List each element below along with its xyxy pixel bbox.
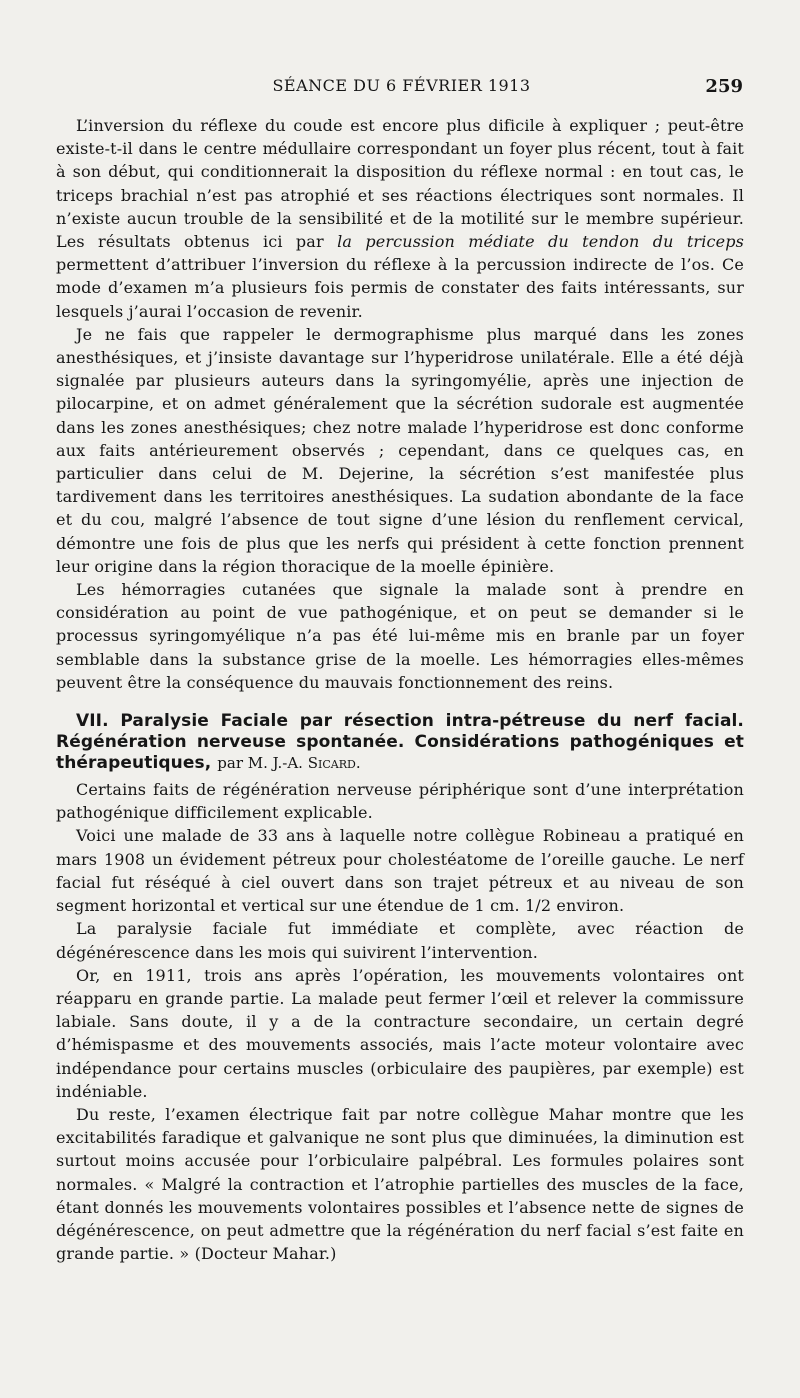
- paragraph-text: L’inversion du réflexe du coude est encore plus dificile à expliquer ; peut-être existe-t-il dans le centre médullaire correspondant un foyer plus récent, tout à fait à son début, qui conditionnerait la disposition du réflexe normal : en tout cas, le triceps brachial n’est pas atrophié et ses réactions électriques sont normales. Il n’existe aucun trouble de la sensibilité et de la motilité sur le membre supérieur. Les résultats obtenus ici par: [56, 116, 744, 252]
- paragraph-case-description: Voici une malade de 33 ans à laquelle notre collègue Robineau a pratiqué en mars 1908 un évidement pétreux pour cholestéatome de l’oreille gauche. Le nerf facial fut réséqué à ciel ouvert dans son trajet pétreux et au niveau de son segment horizontal et vertical sur une étendue de 1 cm. 1/2 environ.: [56, 826, 744, 916]
- section-title: VII. Paralysie Faciale par résection intra-pétreuse du nerf facial. Régénération nerveuse spontanée. Considérations pathogéniques et thérapeutiques,: [56, 711, 744, 774]
- paragraph-regeneration-intro: Certains faits de régénération nerveuse périphérique sont d’une interprétation pathogénique difficilement explicable.: [56, 780, 744, 823]
- author-name: Sicard.: [307, 754, 361, 773]
- byline-prefix: par M. J.-A.: [217, 754, 303, 773]
- paragraph-reflex-inversion: [56, 114, 744, 323]
- paragraph-recovery: Or, en 1911, trois ans après l’opération, les mouvements volontaires ont réapparu en grande partie. La malade peut fermer l’œil et relever la commissure labiale. Sans doute, il y a de la contracture secondaire, un certain degré d’hémispasme et des mouvements associés, mais l’acte moteur volontaire avec indépendance pour certains muscles (orbiculaire des paupières, par exemple) est indéniable.: [56, 965, 744, 1101]
- page-number: 259: [705, 76, 743, 97]
- page-body: [56, 114, 744, 1265]
- section-byline: [217, 754, 360, 772]
- paragraph-dermographism: Je ne fais que rappeler le dermographisme plus marqué dans les zones anesthésiques, et j’insiste davantage sur l’hyperidrose unilatérale. Elle a été déjà signalée par plusieurs auteurs dans la syringomyélie, après une injection de pilocarpine, et on admet généralement que la sécrétion sudorale est augmentée dans les zones anesthésiques; chez notre malade l’hyperidrose est donc conforme aux faits antérieurement observés ; cependant, dans ce quelques cas, en particulier dans celui de M. Dejerine, la sécrétion s’est manifestée plus tardivement dans les territoires anesthésiques. La sudation abondante de la face et du cou, malgré l’absence de tout signe d’une lésion du renflement cervical, démontre une fois de plus que les nerfs qui président à cette fonction prennent leur origine dans la région thoracique de la moelle épinière.: [56, 324, 744, 576]
- section-heading: [56, 711, 744, 774]
- paragraph-hemorrhages: Les hémorragies cutanées que signale la malade sont à prendre en considération au point de vue pathogénique, et on peut se demander si le processus syringomyélique n’a pas été lui-même mis en branle par un foyer semblable dans la substance grise de la moelle. Les hémorragies elles-mêmes peuvent être la conséquence du mauvais fonctionnement des reins.: [56, 580, 744, 692]
- paragraph-text-end: permettent d’attribuer l’inversion du réflexe à la percussion indirecte de l’os. Ce mode d’examen m’a plusieurs fois permis de constater des faits intéressants, sur lesquels j’aurai l’occasion de revenir.: [56, 255, 744, 321]
- emphasis-percussion: la percussion médiate du tendon du triceps: [337, 232, 744, 252]
- paragraph-electrical-exam: Du reste, l’examen électrique fait par notre collègue Mahar montre que les excitabilités faradique et galvanique ne sont plus que diminuées, la diminution est surtout moins accusée pour l’orbiculaire palpébral. Les formules polaires sont normales. « Malgré la contraction et l’atrophie partielles des muscles de la face, étant donnés les mouvements volontaires possibles et l’absence nette de signes de dégénérescence, on peut admettre que la régénération du nerf facial s’est faite en grande partie. » (Docteur Mahar.): [56, 1104, 744, 1264]
- page-header: [60, 76, 743, 102]
- paragraph-facial-paralysis: La paralysie faciale fut immédiate et complète, avec réaction de dégénérescence dans les mois qui suivirent l’intervention.: [56, 919, 744, 962]
- running-title: SÉANCE DU 6 FÉVRIER 1913: [272, 76, 531, 95]
